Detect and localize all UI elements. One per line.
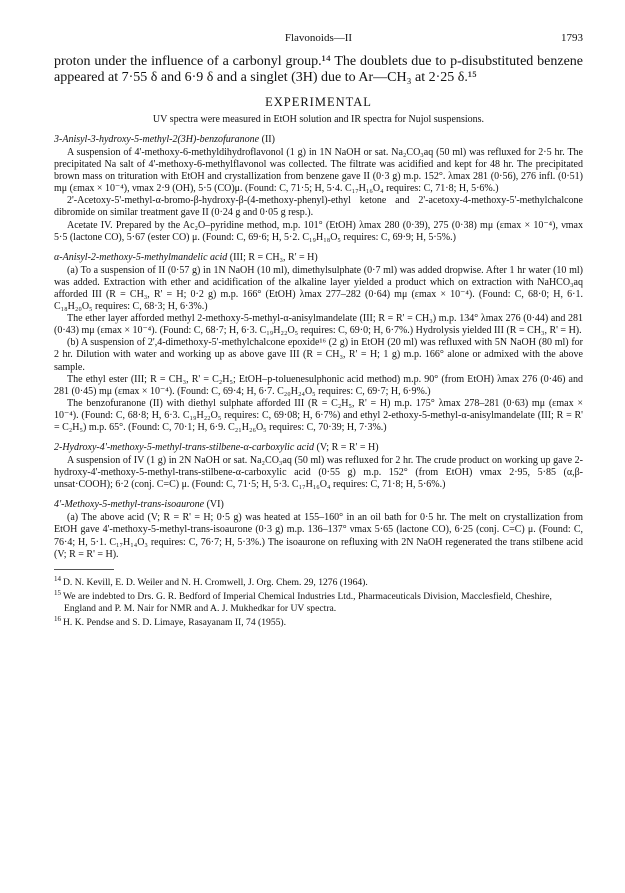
compound-name: 3-Anisyl-3-hydroxy-5-methyl-2(3H)-benzofuranone <box>54 134 260 145</box>
paragraph: A suspension of IV (1 g) in 2N NaOH or sat. Na₂CO₃aq (50 ml) was refluxed for 2 hr. The crude product on working up gave 2-hydroxy-4'-methoxy-5-methyl-trans-stilbene-α-carboxylic acid (0·55 g) m.p. 152° (from EtOH) νmax 2·95, 5·85 (α,β-unsat·COOH); 6·2 (conj. C=C) μ. (Found: C, 71·5; H, 5·3. C₁₇H₁₆O₄ requires: C, 71·8; H, 5·6%.) <box>54 455 583 491</box>
running-title: Flavonoids—II <box>284 32 353 44</box>
compound-name: α-Anisyl-2-methoxy-5-methylmandelic acid <box>54 251 228 263</box>
section <box>54 442 583 491</box>
footnote-mark: 15 <box>54 589 61 598</box>
footnotes <box>54 574 583 629</box>
section-title <box>54 499 583 510</box>
paragraph: A suspension of 4'-methoxy-6-methyldihydroflavonol (1 g) in 1N NaOH or sat. Na₂CO₃aq (50 ml) was refluxed for 2·5 hr. The precipitated Na salt of 4'-methoxy-6-methylflavonol was collected. The filtrate was acidified and kept for 48 hr. The precipitated brown mass on trituration with EtOH and crystallization from benzene gave II (0·3 g) m.p. 152°. λmax 281 (0·56), 276 infl. (0·51) mμ (εmax × 10⁻⁴), νmax 2·9 (OH), 5·5 (CO)μ. (Found: C, 71·5; H, 5·4. C₁₇H₁₆O₄ requires: C, 71·8; H, 5·6%.) <box>54 147 583 195</box>
paragraph: The ethyl ester (III; R = CH₃, R' = C₂H₅; EtOH–p-toluenesulphonic acid method) m.p. 90° (from EtOH) λmax 276 (0·46) and 281 (0·45) mμ (εmax × 10⁻⁴). (Found: C, 69·4; H, 6·7. C₂₀H₂₄O₅ requires: C, 69·7; H, 6·9%.) <box>54 373 583 397</box>
paragraph: (b) A suspension of 2',4-dimethoxy-5'-methylchalcone epoxide¹⁶ (2 g) in EtOH (20 ml) was refluxed with 5N NaOH (80 ml) for 2 hr. Dilution with water and working up as above gave III (R = CH₃, R' = H; 1 g) m.p. 166° alone or admixed with the above sample. <box>54 337 583 373</box>
compound-name: 4'-Methoxy-5-methyl-trans-isoaurone <box>54 499 205 511</box>
compound-label: (II) <box>259 134 275 145</box>
footnote-divider <box>54 569 114 570</box>
footnote-text: H. K. Pendse and S. D. Limaye, Rasayanam II, 74 (1955). <box>63 617 287 629</box>
footnote-text: D. N. Kevill, E. D. Weiler and N. H. Cromwell, J. Org. Chem. 29, 1276 (1964). <box>63 576 368 588</box>
paragraph: (a) To a suspension of II (0·57 g) in 1N NaOH (10 ml), dimethylsulphate (0·7 ml) was added dropwise. After 1 hr water (10 ml) was added. Extraction with ether and acidification of the alkaline layer yielded a product which on extraction with NaHCO₃aq afforded III (R = CH₃, R' = H; 0·2 g) m.p. 166° (EtOH) λmax 277–282 (0·64) mμ (εmax × 10⁻⁴). (Found: C, 68·0; H, 6·1. C₁₈H₂₀O₅ requires: C, 68·3; H, 6·3%.) <box>54 264 583 313</box>
compound-name: 2-Hydroxy-4'-methoxy-5-methyl-trans-stilbene-α-carboxylic acid <box>54 442 314 454</box>
paragraph: (a) The above acid (V; R = R' = H; 0·5 g) was heated at 155–160° in an oil bath for 0·5 hr. The melt on crystallization from EtOH gave 4'-methoxy-5-methyl-trans-isoaurone (0·3 g) m.p. 136–137° νmax 5·65 (lactone CO), 6·25 (conj. C=C) μ. (Found: C, 76·4; H, 5·1. C₁₇H₁₄O₃ requires: C, 76·7; H, 5·3%.) The isoaurone on refluxing with 2N NaOH regenerated the trans stilbene acid (V; R = R' = H). <box>54 512 583 560</box>
footnote-text: We are indebted to Drs. G. R. Bedford of Imperial Chemical Industries Ltd., Pharmaceuticals Division, Macclesfield, Cheshire, England and P. M. Nair for NMR and A. J. Mukhedkar for UV spectra. <box>63 591 552 614</box>
footnote <box>54 588 583 614</box>
article-body <box>54 54 583 629</box>
paragraph: 2'-Acetoxy-5'-methyl-α-bromo-β-hydroxy-β-(4-methoxy-phenyl)-ethyl ketone and 2'-acetoxy-4-methoxy-5'-methylchalcone dibromide on similar treatment gave II (0·24 g and 0·05 g resp.). <box>54 195 583 219</box>
compound-label: (VI) <box>204 499 224 511</box>
section-title <box>54 252 583 263</box>
footnote-mark: 16 <box>54 615 61 624</box>
experimental-heading: EXPERIMENTAL <box>265 95 372 109</box>
section-title <box>54 134 583 145</box>
section <box>54 499 583 560</box>
section <box>54 252 583 434</box>
compound-label: (V; R = R' = H) <box>313 442 379 454</box>
experimental-note: UV spectra were measured in EtOH solution and IR spectra for Nujol suspensions. <box>152 114 485 125</box>
intro-paragraph: proton under the influence of a carbonyl group.¹⁴ The doublets due to p-disubstituted benzene appeared at 7·55 δ and 6·9 δ and a singlet (3H) due to Ar—CH₃ at 2·25 δ.¹⁵ <box>54 54 583 85</box>
section-title <box>54 442 583 453</box>
footnote <box>54 614 583 629</box>
page-number: 1793 <box>561 32 583 44</box>
compound-label: (III; R = CH₃, R' = H) <box>227 251 318 263</box>
paragraph: The benzofuranone (II) with diethyl sulphate afforded III (R = C₂H₅, R' = H) m.p. 175° λmax 278–281 (0·63) mμ (εmax × 10⁻⁴). (Found: C, 68·8; H, 6·3. C₁₉H₂₂O₅ requires: C, 69·08; H, 6·7%) and ethyl 2-ethoxy-5-methyl-α-anisylmandelate (III; R = R' = C₂H₅) m.p. 65°. (Found: C, 70·1; H, 6·9. C₂₁H₂₆O₅ requires: C, 70·39; H, 7·3%.) <box>54 397 583 433</box>
footnote-mark: 14 <box>54 574 61 583</box>
section <box>54 134 583 244</box>
footnote <box>54 574 583 589</box>
paragraph: The ether layer afforded methyl 2-methoxy-5-methyl-α-anisylmandelate (III; R = R' = CH₃) m.p. 134° λmax 276 (0·44) and 281 (0·43) mμ (εmax × 10⁻⁴). (Found: C, 68·7; H, 6·3. C₁₉H₂₂O₅ requires: C, 69·0; H, 6·7%.) Hydrolysis yielded III (R = CH₃, R' = H). <box>54 313 583 337</box>
running-header <box>54 32 583 46</box>
paragraph: Acetate IV. Prepared by the Ac₂O–pyridine method, m.p. 101° (EtOH) λmax 280 (0·39), 275 (0·38) mμ (εmax × 10⁻⁴), νmax 5·5 (lactone CO), 5·67 (ester CO) μ. (Found: C, 69·6; H, 5·2. C₁₉H₁₈O₅ requires: C, 69·9; H, 5·5%.) <box>54 219 583 243</box>
